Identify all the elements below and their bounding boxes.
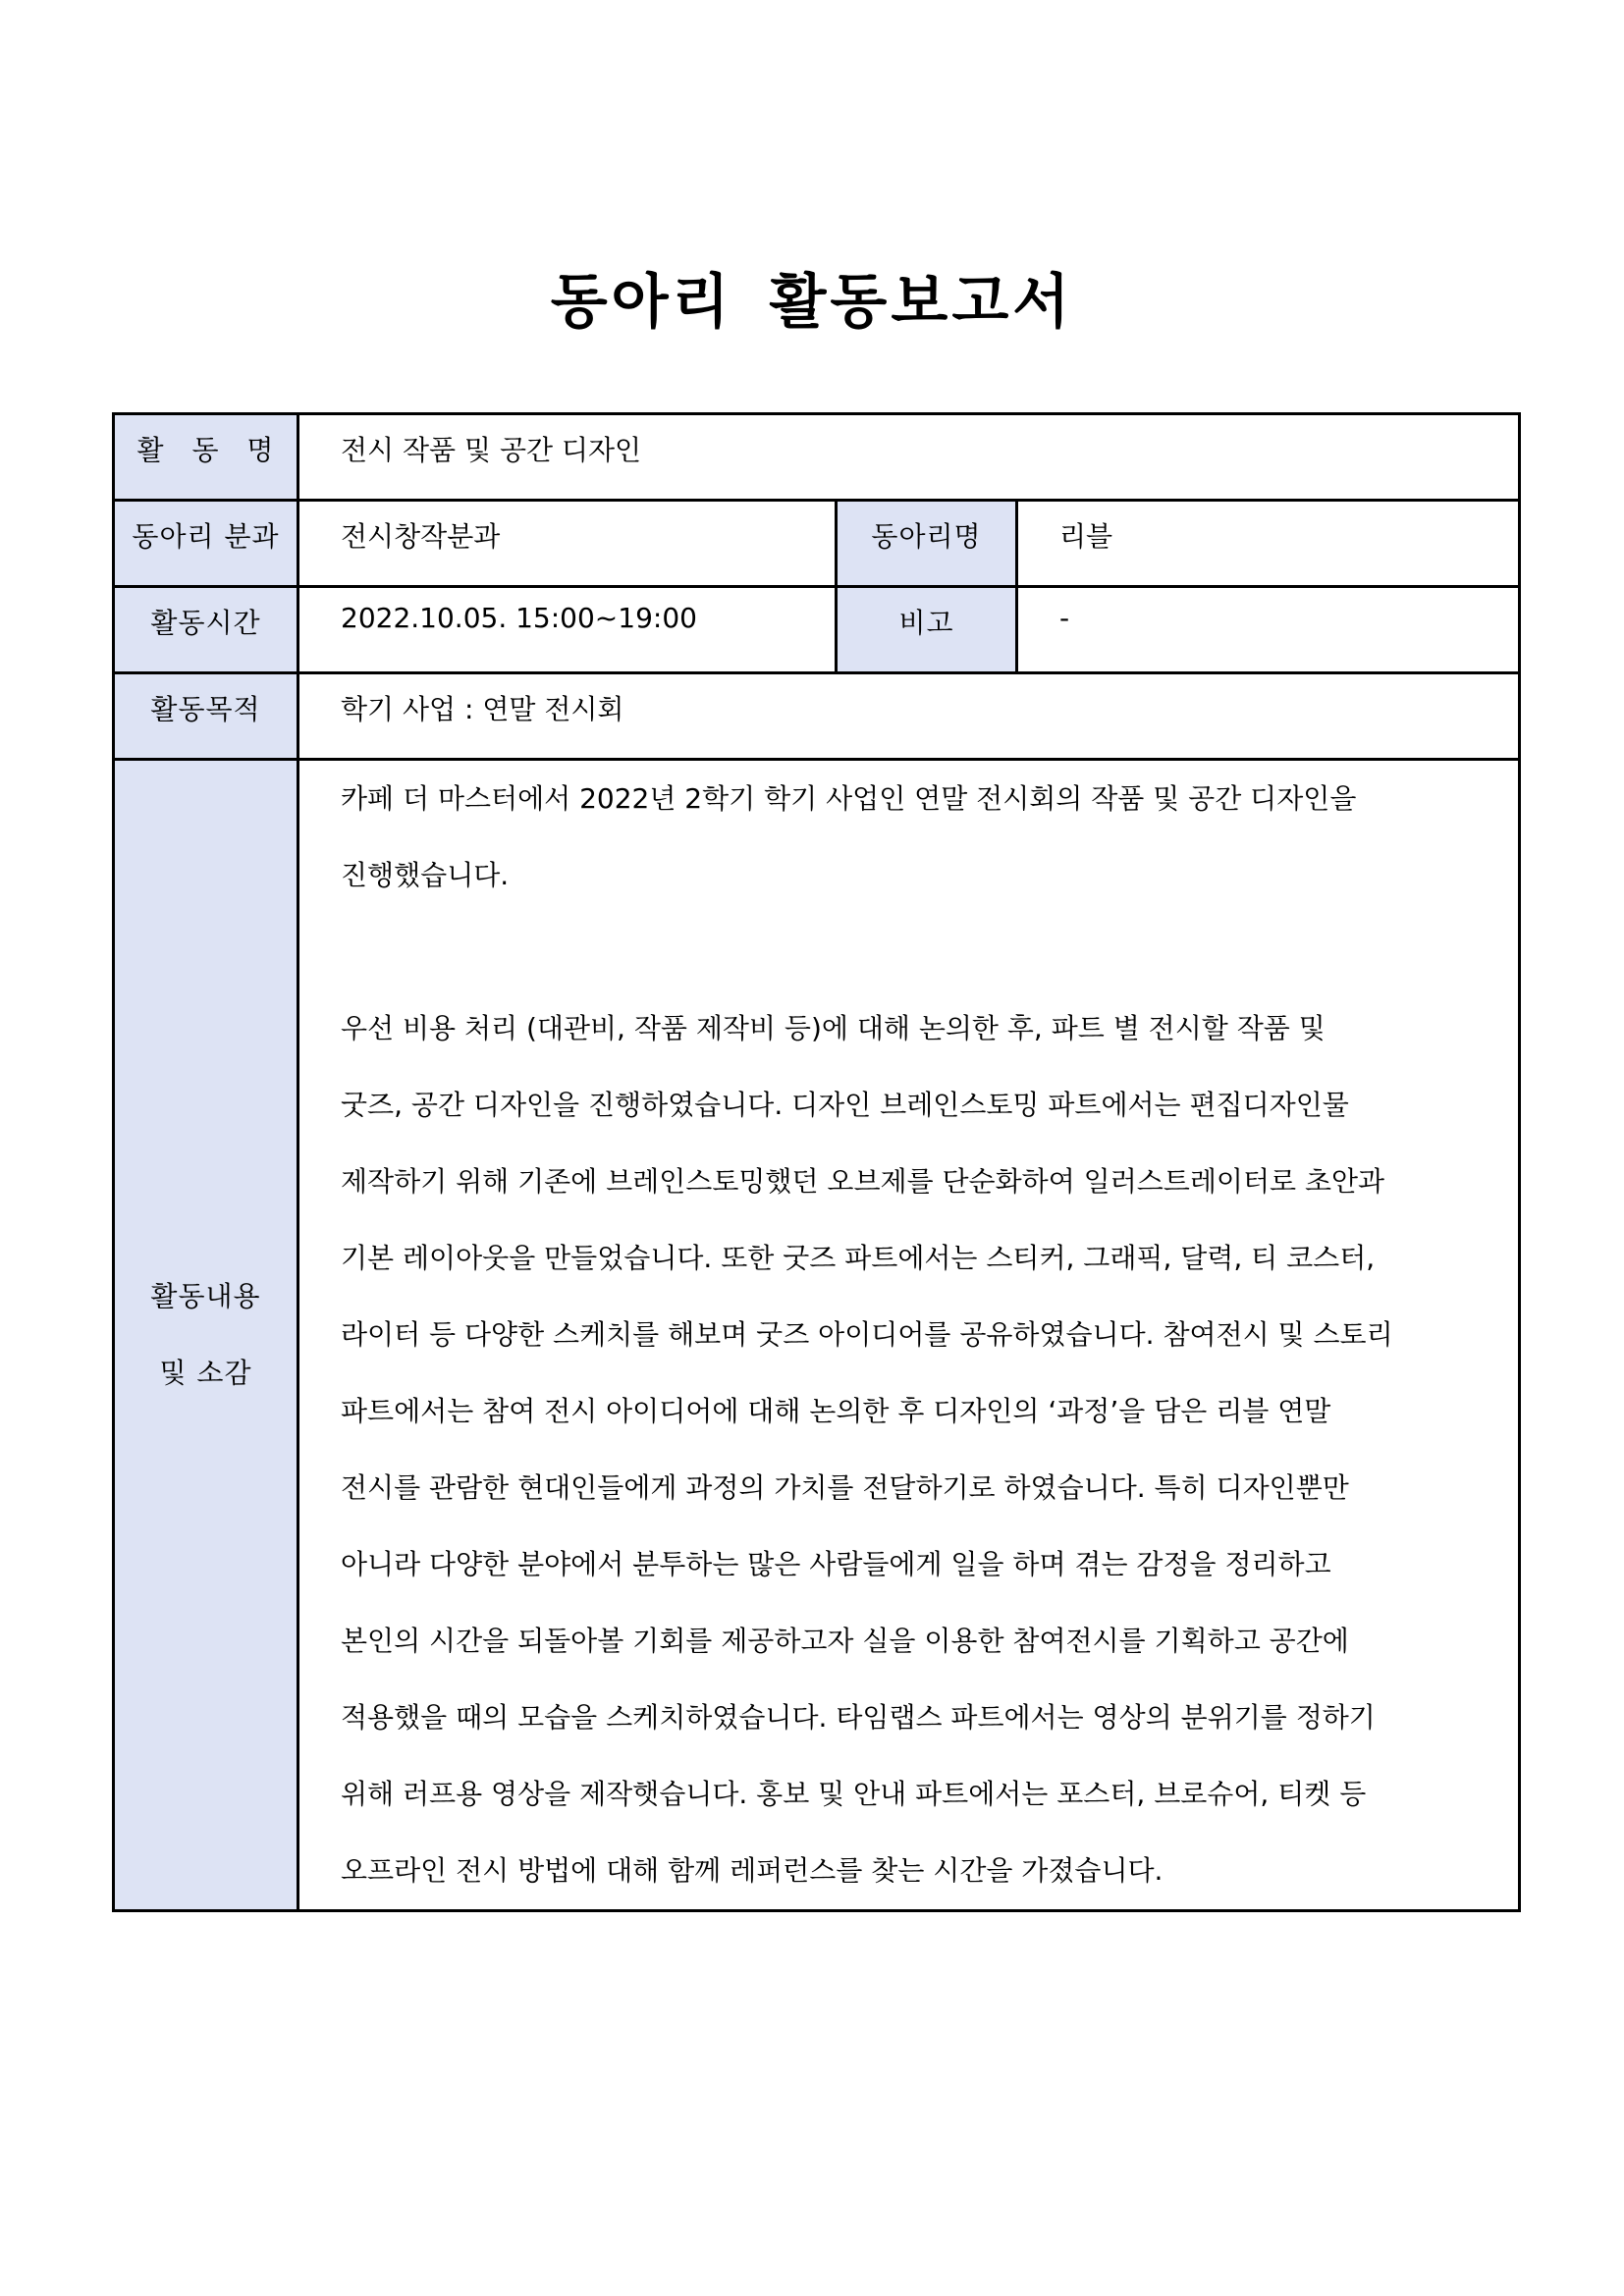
club-division-label: 동아리 분과 [114, 501, 298, 587]
activity-purpose-label: 활동목적 [114, 673, 298, 760]
content-line: 전시를 관람한 현대인들에게 과정의 가치를 전달하기로 하였습니다. 특히 디자인뿐만 [341, 1471, 1349, 1504]
row-club [114, 501, 1520, 587]
activity-content-label-line1: 활동내용 [150, 1280, 261, 1312]
content-line: 굿즈, 공간 디자인을 진행하였습니다. 디자인 브레인스토밍 파트에서는 편집디자인물 [341, 1089, 1349, 1121]
content-line: 오프라인 전시 방법에 대해 함께 레퍼런스를 찾는 시간을 가졌습니다. [341, 1854, 1164, 1887]
report-table [112, 412, 1521, 1912]
content-paragraph-2 [341, 990, 1498, 1909]
content-line: 우선 비용 처리 (대관비, 작품 제작비 등)에 대해 논의한 후, 파트 별 전시할 작품 및 [341, 1012, 1326, 1044]
club-name-value: 리블 [1017, 501, 1520, 587]
content-line: 아니라 다양한 분야에서 분투하는 많은 사람들에게 일을 하며 겪는 감정을 정리하고 [341, 1548, 1331, 1580]
content-line: 적용했을 때의 모습을 스케치하였습니다. 타임랩스 파트에서는 영상의 분위기를 정하기 [341, 1701, 1376, 1734]
content-line: 라이터 등 다양한 스케치를 해보며 굿즈 아이디어를 공유하였습니다. 참여전시 및 스토리 [341, 1318, 1393, 1351]
content-line: 제작하기 위해 기존에 브레인스토밍했던 오브제를 단순화하여 일러스트레이터로 초안과 [341, 1165, 1385, 1198]
club-name-label: 동아리명 [837, 501, 1017, 587]
activity-name-value: 전시 작품 및 공간 디자인 [298, 414, 1520, 501]
remarks-value: - [1017, 587, 1520, 673]
activity-content-text [298, 760, 1520, 1911]
activity-time-value: 2022.10.05. 15:00~19:00 [298, 587, 837, 673]
content-paragraph-1 [341, 761, 1498, 914]
content-line: 진행했습니다. [341, 859, 510, 891]
club-division-value: 전시창작분과 [298, 501, 837, 587]
row-time [114, 587, 1520, 673]
row-content [114, 760, 1520, 1911]
activity-purpose-value: 학기 사업 : 연말 전시회 [298, 673, 1520, 760]
row-activity-name [114, 414, 1520, 501]
activity-content-label [114, 760, 298, 1911]
content-line: 본인의 시간을 되돌아볼 기회를 제공하고자 실을 이용한 참여전시를 기획하고 공간에 [341, 1625, 1349, 1657]
activity-time-label: 활동시간 [114, 587, 298, 673]
document-title: 동아리 활동보고서 [550, 268, 1074, 337]
content-line: 기본 레이아웃을 만들었습니다. 또한 굿즈 파트에서는 스티커, 그래픽, 달력, 티 코스터, [341, 1242, 1376, 1274]
row-purpose [114, 673, 1520, 760]
content-line: 카페 더 마스터에서 2022년 2학기 학기 사업인 연말 전시회의 작품 및 공간 디자인을 [341, 782, 1357, 815]
content-line: 파트에서는 참여 전시 아이디어에 대해 논의한 후 디자인의 ‘과정’을 담은 리블 연말 [341, 1395, 1331, 1427]
activity-name-label: 활 동 명 [114, 414, 298, 501]
paragraph-gap [341, 914, 1498, 990]
remarks-label: 비고 [837, 587, 1017, 673]
content-line: 위해 러프용 영상을 제작햇습니다. 홍보 및 안내 파트에서는 포스터, 브로슈어, 티켓 등 [341, 1778, 1367, 1810]
activity-content-label-line2: 및 소감 [159, 1357, 252, 1389]
